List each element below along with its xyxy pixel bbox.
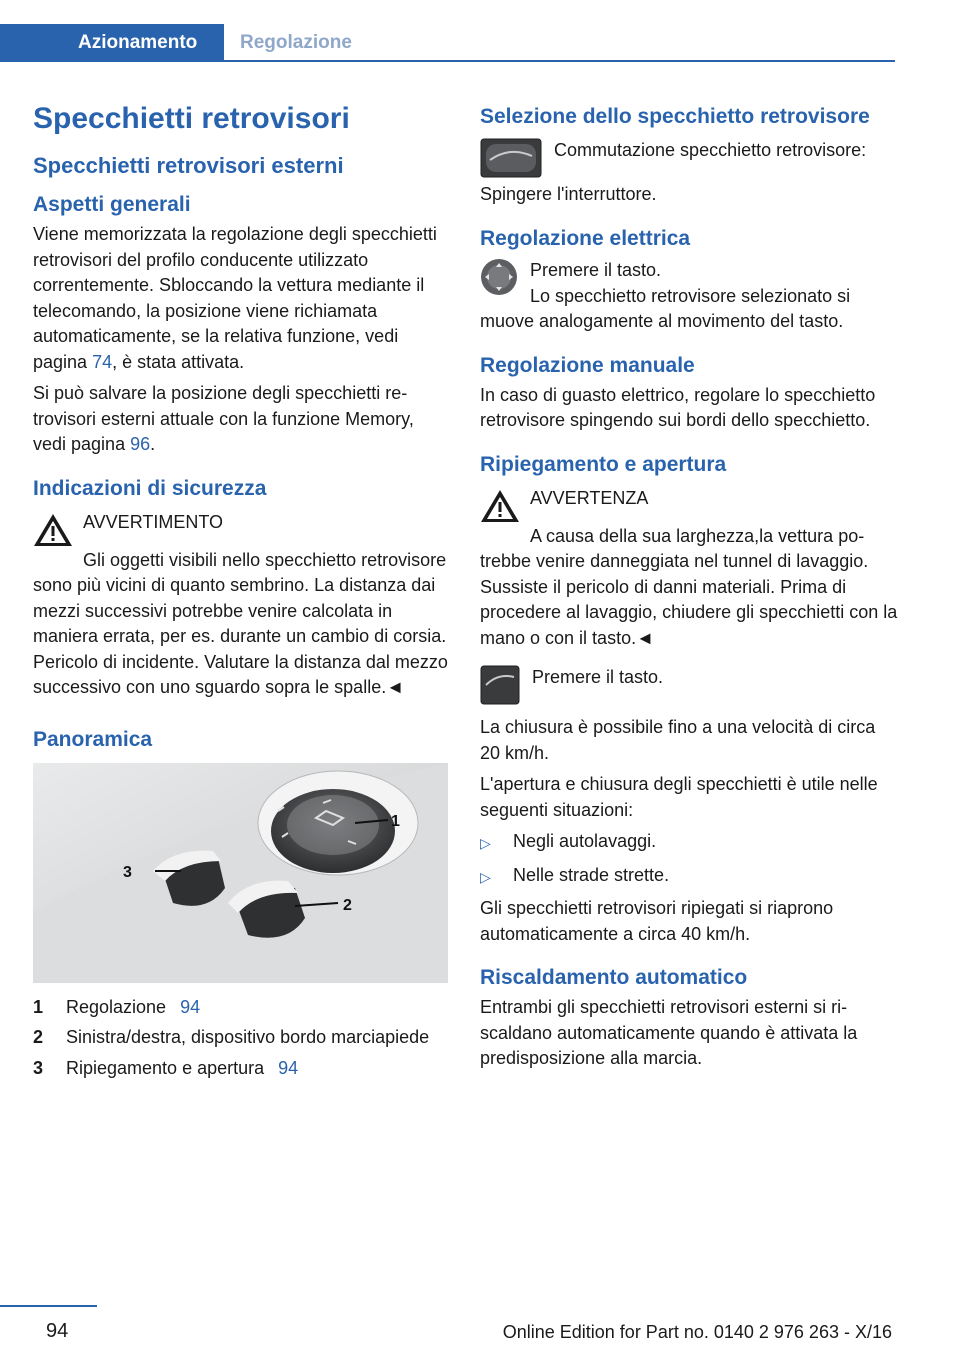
list-item: ▷ Nelle strade strette. <box>480 863 900 891</box>
heat-text: Entrambi gli specchietti retrovisori esterni si riscaldano automaticamente quando è attivata la predisposizione alla marcia. <box>480 997 858 1068</box>
footer-rule <box>0 1305 97 1307</box>
general-heading: Aspetti generali <box>33 193 191 216</box>
legend-item: 1 Regolazione 94 <box>33 996 201 1017</box>
electric-text: Lo specchietto retrovisore selezionato si muove analogamente al movimento del tasto. <box>480 285 851 331</box>
select-text: Spingere l'interruttore. <box>480 184 657 204</box>
fold-paragraph-2: L'apertura e chiusura degli specchietti è utile nelle seguenti situazioni: <box>480 774 878 820</box>
caution-block <box>480 486 900 524</box>
list-item: ▷ Negli autolavaggi. <box>480 829 900 857</box>
section-title: Specchietti retrovisori esterni <box>33 153 344 178</box>
legend-item: 2 Sinistra/destra, dispositivo bordo marciapiede <box>33 1027 430 1047</box>
fold-paragraph-3: Gli specchietti retrovisori ripiegati si riaprono automaticamente a circa 40 km/h. <box>480 898 834 944</box>
right-column <box>480 104 900 1078</box>
warning-triangle-icon <box>33 512 73 548</box>
fold-paragraph-1: La chiusura è possibile fino a una velocità di circa 20 km/h. <box>480 717 876 763</box>
tab-azionamento[interactable]: Azionamento <box>0 24 224 62</box>
page-link-96[interactable]: 96 <box>130 434 151 454</box>
page-link-94[interactable]: 94 <box>278 1057 299 1078</box>
legend-list <box>33 995 448 1082</box>
page-link-94[interactable]: 94 <box>180 996 201 1017</box>
tab-regolazione[interactable]: Regolazione <box>240 32 352 53</box>
left-column <box>33 100 448 1086</box>
general-paragraph-1: Viene memorizzata la regolazione degli specchietti retrovisori del profilo conducente utilizzato correntemente. Sbloccando la vettura mediante il telecomando, la posizione viene richiamata automaticamente, se la relativa funzione, vedi pagina 74, è stata attivata. <box>33 224 437 372</box>
page-title: Specchietti retrovisori <box>33 102 350 135</box>
heat-heading: Riscaldamento automatico <box>480 966 748 989</box>
fold-heading: Ripiegamento e apertura <box>480 452 727 476</box>
bullet-triangle-icon: ▷ <box>480 868 491 885</box>
chapter-header <box>0 24 895 62</box>
caution-text: A causa della sua larghezza,la vettura potrebbe venire danneggiata nel tunnel di lavaggio. Sussiste il pericolo di danni materiali. Prima di procedere al lavaggio, chiudere gli specchietti con la mano o con il tasto.◄ <box>480 525 898 648</box>
mirror-controls-photo <box>33 763 448 983</box>
manual-heading: Regolazione manuale <box>480 353 695 377</box>
electric-icon-text: Premere il tasto. <box>530 259 662 280</box>
legend-item: 3 Ripiegamento e apertura 94 <box>33 1057 299 1078</box>
select-heading: Selezione dello specchietto retrovisore <box>480 105 870 128</box>
edition-footer: Online Edition for Part no. 0140 2 976 263 - X/16 <box>502 1322 892 1342</box>
electric-heading: Regolazione elettrica <box>480 226 691 250</box>
general-paragraph-2: Si può salvare la posizione degli specchietti retrovisori esterni attuale con la funzione Memory, vedi pagina 96. <box>33 383 414 454</box>
warning-title: AVVERTIMENTO <box>83 511 224 532</box>
situations-list <box>480 829 900 890</box>
page-link-74[interactable]: 74 <box>92 351 113 372</box>
warning-text: Gli oggetti visibili nello specchietto retrovisore sono più vicini di quanto sembrino. La distanza dai mezzi successivi potrebbe venire calcolata in maniera errata, per es. durante un cambio di corsia. Pericolo di incidente. Valutare la distanza dal mezzo successivo con uno sguardo sopra le spalle.◄ <box>33 549 448 697</box>
mirror-switch-icon <box>480 138 542 178</box>
safety-heading: Indicazioni di sicurezza <box>33 476 267 500</box>
callout-2: 2 <box>343 896 352 914</box>
select-icon-text: Commutazione specchietto retrovisore: <box>554 140 867 160</box>
fold-row <box>480 665 900 705</box>
overview-heading: Panoramica <box>33 727 153 751</box>
fold-icon-text: Premere il tasto. <box>532 667 664 687</box>
bullet-triangle-icon: ▷ <box>480 835 491 851</box>
callout-3: 3 <box>123 863 132 881</box>
callout-1: 1 <box>391 812 400 830</box>
fold-button-icon <box>480 665 520 705</box>
mirror-controls-illustration <box>33 763 448 983</box>
page-number: 94 <box>46 1320 69 1342</box>
warning-block <box>33 510 448 548</box>
select-row <box>480 138 900 178</box>
manual-text: In caso di guasto elettrico, regolare lo specchietto retrovisore spingendo sui bordi dello specchietto. <box>480 384 876 430</box>
adjust-pad-icon <box>480 258 518 296</box>
caution-title: AVVERTENZA <box>530 487 649 508</box>
warning-triangle-icon <box>480 488 520 524</box>
